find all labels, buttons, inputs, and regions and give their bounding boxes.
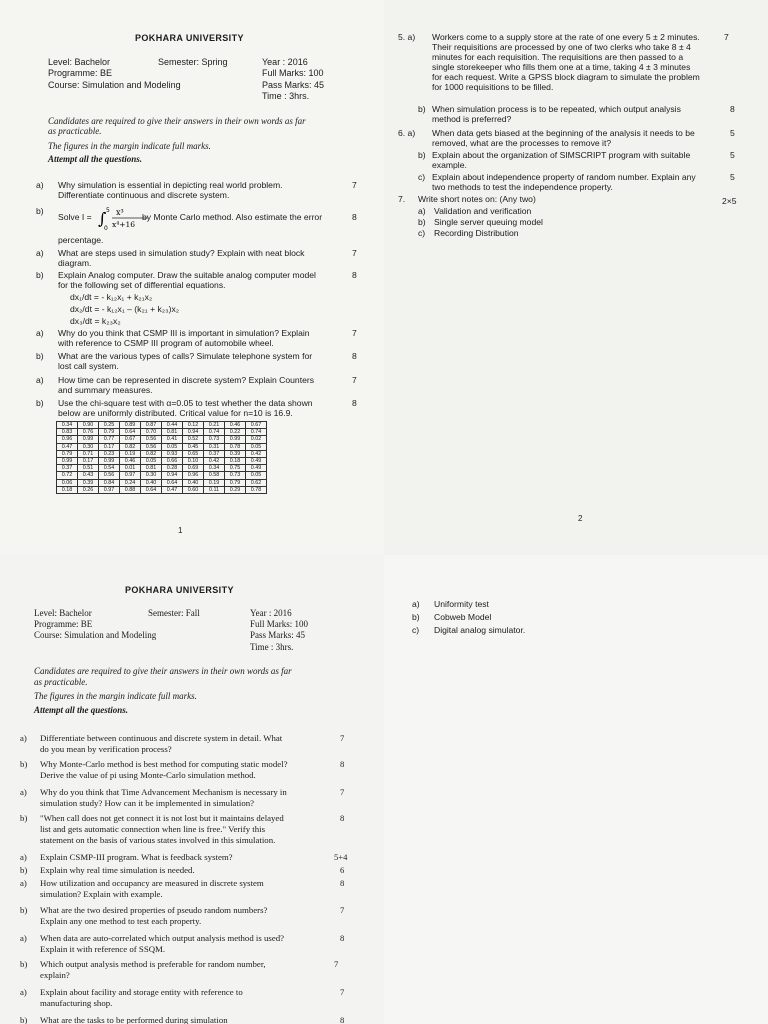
time-text: Time : 3hrs. <box>250 642 294 652</box>
programme-text: Programme: BE <box>48 68 113 78</box>
exam-page-fall-1 <box>0 555 384 1024</box>
table-cell: 0.40 <box>141 479 162 486</box>
question-text: When data are auto-correlated which output analysis method is used? <box>40 933 285 943</box>
table-row <box>57 436 267 443</box>
question-text: percentage. <box>58 235 104 245</box>
question-text: Why Monte-Carlo method is best method for computing static model? <box>40 759 288 769</box>
question-label: 6. a) <box>398 128 416 138</box>
page-number: 1 <box>178 526 183 535</box>
short-note-item <box>418 228 718 240</box>
table-cell: 0.77 <box>99 436 120 443</box>
question-label: a) <box>20 878 27 888</box>
table-cell: 0.96 <box>183 472 204 479</box>
question-label: b) <box>20 905 28 915</box>
table-cell: 0.47 <box>162 486 183 493</box>
table-cell: 0.19 <box>120 450 141 457</box>
table-cell: 0.24 <box>120 479 141 486</box>
table-cell: 0.93 <box>162 450 183 457</box>
question-item <box>398 172 728 194</box>
table-cell: 0.41 <box>162 436 183 443</box>
marks: 7 <box>340 987 345 997</box>
question-label: c) <box>418 172 426 182</box>
marks: 7 <box>340 733 345 743</box>
table-cell: 0.79 <box>225 479 246 486</box>
level-text: Level: Bachelor <box>48 57 111 67</box>
table-cell: 0.10 <box>183 457 204 464</box>
question-text: What are the two desired properties of pseudo random numbers? <box>40 905 268 915</box>
question-label: b) <box>418 217 426 227</box>
table-cell: 0.72 <box>57 472 78 479</box>
question-item <box>20 959 340 981</box>
svg-text:∫: ∫ <box>98 209 107 228</box>
question-item <box>36 248 366 270</box>
question-text: with reference to CSMP III program of automobile wheel. <box>58 338 274 348</box>
question-label: b) <box>412 612 420 622</box>
question-text: manufacturing shop. <box>40 998 113 1008</box>
question-label: a) <box>412 599 420 609</box>
table-cell: 0.60 <box>183 486 204 493</box>
table-row <box>57 486 267 493</box>
question-text: Explain about facility and storage entity with reference to <box>40 987 243 997</box>
marks: 5+4 <box>334 852 348 862</box>
random-number-table <box>56 421 267 494</box>
question-label: b) <box>20 959 28 969</box>
table-cell: 0.67 <box>246 422 267 429</box>
marks: 5 <box>730 150 735 160</box>
table-cell: 0.99 <box>225 436 246 443</box>
question-item <box>36 328 366 350</box>
question-item <box>36 351 366 373</box>
question-item <box>20 852 340 864</box>
table-cell: 0.34 <box>204 465 225 472</box>
table-cell: 0.17 <box>99 443 120 450</box>
question-text: simulation? Explain with example. <box>40 889 163 899</box>
short-note-item <box>412 599 662 611</box>
question-label: c) <box>418 228 426 238</box>
table-cell: 0.74 <box>204 429 225 436</box>
instruction-line: Candidates are required to give their answers in their own words as far <box>34 666 292 676</box>
instruction-line: Attempt all the questions. <box>34 705 129 715</box>
question-label: 5. a) <box>398 32 416 42</box>
table-cell: 0.18 <box>225 457 246 464</box>
table-cell: 0.84 <box>99 479 120 486</box>
table-cell: 0.02 <box>246 436 267 443</box>
instruction-line: The figures in the margin indicate full marks. <box>48 141 211 151</box>
table-cell: 0.70 <box>141 429 162 436</box>
table-row <box>57 479 267 486</box>
marks: 7 <box>340 905 345 915</box>
question-text: statement on the basis of various states involved in this simulation. <box>40 835 276 845</box>
table-cell: 0.49 <box>246 465 267 472</box>
question-label: b) <box>20 759 28 769</box>
question-item <box>36 375 366 397</box>
table-cell: 0.82 <box>120 443 141 450</box>
pass-marks-text: Pass Marks: 45 <box>262 80 325 90</box>
question-label: a) <box>36 375 44 385</box>
full-marks-text: Full Marks: 100 <box>262 68 324 78</box>
table-cell: 0.56 <box>141 436 162 443</box>
year-text: Year : 2016 <box>250 608 292 618</box>
marks: 8 <box>352 351 357 361</box>
question-text: Workers come to a supply store at the rate of one every 5 ± 2 minutes. <box>432 32 700 42</box>
svg-text:x⁴+16: x⁴+16 <box>112 220 136 229</box>
question-text: Which output analysis method is preferable for random number, <box>40 959 266 969</box>
table-cell: 0.88 <box>120 486 141 493</box>
marks: 7 <box>340 787 345 797</box>
table-cell: 0.83 <box>57 429 78 436</box>
page-number: 2 <box>578 514 583 523</box>
table-cell: 0.56 <box>99 472 120 479</box>
question-text: Recording Distribution <box>434 228 519 238</box>
table-cell: 0.62 <box>246 479 267 486</box>
question-item <box>20 878 340 900</box>
marks: 7 <box>352 248 357 258</box>
table-cell: 0.94 <box>183 429 204 436</box>
table-row <box>57 457 267 464</box>
marks: 7 <box>352 180 357 190</box>
table-cell: 0.37 <box>204 450 225 457</box>
question-text: for each request. Write a GPSS block diagram to simulate the problem <box>432 72 700 82</box>
table-cell: 0.81 <box>162 429 183 436</box>
marks: 8 <box>340 813 345 823</box>
differential-equation: dx₁/dt = - k₁₂x₁ + k₂₁x₂ <box>70 292 153 302</box>
question-label: a) <box>20 852 27 862</box>
marks: 5 <box>730 128 735 138</box>
question-text: for the following set of differential equations. <box>58 280 226 290</box>
question-item <box>20 759 340 781</box>
table-cell: 0.26 <box>78 486 99 493</box>
table-cell: 0.25 <box>99 422 120 429</box>
instruction-line: as practicable. <box>48 126 102 136</box>
table-cell: 0.39 <box>78 479 99 486</box>
marks: 8 <box>340 759 345 769</box>
question-text: Differentiate continuous and discrete system. <box>58 190 230 200</box>
time-text: Time : 3hrs. <box>262 91 310 101</box>
short-note-item <box>412 625 662 637</box>
table-cell: 0.87 <box>141 422 162 429</box>
table-cell: 0.46 <box>225 422 246 429</box>
question-item <box>36 270 366 292</box>
instruction-line: Attempt all the questions. <box>48 154 143 164</box>
table-row <box>57 465 267 472</box>
table-cell: 0.40 <box>183 479 204 486</box>
table-cell: 0.97 <box>99 486 120 493</box>
question-label: a) <box>20 987 27 997</box>
question-item <box>20 933 340 955</box>
table-cell: 0.64 <box>120 429 141 436</box>
table-cell: 0.05 <box>162 443 183 450</box>
marks: 8 <box>352 398 357 408</box>
question-text: How time can be represented in discrete system? Explain Counters <box>58 375 315 385</box>
table-cell: 0.45 <box>183 443 204 450</box>
marks: 8 <box>340 878 345 888</box>
question-label: b) <box>36 270 44 280</box>
marks: 7 <box>352 328 357 338</box>
table-cell: 0.19 <box>204 479 225 486</box>
table-cell: 0.64 <box>141 486 162 493</box>
question-text: method is preferred? <box>432 114 512 124</box>
question-text: and summary measures. <box>58 385 153 395</box>
question-text: Explain any one method to test each property. <box>40 916 202 926</box>
question-item <box>398 104 728 126</box>
table-cell: 0.74 <box>246 429 267 436</box>
question-item <box>20 865 340 877</box>
question-label: b) <box>418 150 426 160</box>
table-cell: 0.76 <box>78 429 99 436</box>
question-text: Derive the value of pi using Monte-Carlo simulation method. <box>40 770 256 780</box>
table-cell: 0.94 <box>162 472 183 479</box>
table-cell: 0.71 <box>78 450 99 457</box>
marks: 7 <box>352 375 357 385</box>
semester-text: Semester: Fall <box>148 608 200 618</box>
table-cell: 0.89 <box>120 422 141 429</box>
table-cell: 0.82 <box>141 450 162 457</box>
question-label: b) <box>36 351 44 361</box>
table-cell: 0.37 <box>57 465 78 472</box>
table-cell: 0.43 <box>78 472 99 479</box>
marks: 2×5 <box>722 196 737 206</box>
table-row <box>57 450 267 457</box>
question-item <box>20 733 340 755</box>
question-text: Why simulation is essential in depicting real world problem. <box>58 180 283 190</box>
university-title: POKHARA UNIVERSITY <box>135 33 244 43</box>
question-text: example. <box>432 160 467 170</box>
table-cell: 0.64 <box>162 479 183 486</box>
svg-text:x³: x³ <box>116 208 124 217</box>
table-cell: 0.22 <box>225 429 246 436</box>
table-cell: 0.49 <box>246 457 267 464</box>
table-cell: 0.06 <box>57 479 78 486</box>
svg-text:5: 5 <box>106 207 110 214</box>
question-text: Single server queuing model <box>434 217 543 227</box>
question-label: b) <box>20 865 28 875</box>
university-title: POKHARA UNIVERSITY <box>125 585 234 595</box>
table-cell: 0.17 <box>78 457 99 464</box>
table-cell: 0.99 <box>57 457 78 464</box>
question-text: list and gets automatic connection when line is free." Verify this <box>40 824 266 834</box>
table-cell: 0.30 <box>141 472 162 479</box>
table-cell: 0.99 <box>78 436 99 443</box>
question-text: How utilization and occupancy are measured in discrete system <box>40 878 264 888</box>
level-text: Level: Bachelor <box>34 608 92 618</box>
question-item <box>36 206 366 246</box>
instruction-line: The figures in the margin indicate full marks. <box>34 691 197 701</box>
question-item <box>20 905 340 927</box>
table-row <box>57 422 267 429</box>
table-cell: 0.47 <box>57 443 78 450</box>
year-text: Year : 2016 <box>262 57 308 67</box>
course-text: Course: Simulation and Modeling <box>48 80 181 90</box>
question-item <box>20 987 340 1009</box>
table-cell: 0.30 <box>78 443 99 450</box>
question-item <box>398 194 728 206</box>
table-cell: 0.23 <box>99 450 120 457</box>
question-item <box>398 150 728 172</box>
table-cell: 0.46 <box>120 457 141 464</box>
question-text: two methods to test the independence property. <box>432 182 613 192</box>
question-label: a) <box>20 733 27 743</box>
question-item <box>398 32 728 94</box>
question-label: b) <box>36 398 44 408</box>
question-text: single storekeeper who fills them one at a time, taking 4 ± 3 minutes <box>432 62 691 72</box>
table-cell: 0.79 <box>99 429 120 436</box>
question-text: Cobweb Model <box>434 612 492 622</box>
table-cell: 0.05 <box>246 472 267 479</box>
table-cell: 0.73 <box>225 472 246 479</box>
question-label: b) <box>418 104 426 114</box>
exam-page-spring-2 <box>384 0 768 555</box>
question-label: c) <box>412 625 420 635</box>
table-cell: 0.97 <box>120 472 141 479</box>
question-item <box>20 1015 340 1024</box>
table-cell: 0.99 <box>99 457 120 464</box>
question-text: Explain about independence property of random number. Explain any <box>432 172 696 182</box>
table-cell: 0.34 <box>57 422 78 429</box>
table-cell: 0.18 <box>57 486 78 493</box>
svg-text:0: 0 <box>104 225 108 232</box>
question-text: minutes for each requisition. The requisitions are then passed to a <box>432 52 684 62</box>
question-label: a) <box>20 787 27 797</box>
table-cell: 0.11 <box>204 486 225 493</box>
question-label: a) <box>20 933 27 943</box>
table-cell: 0.81 <box>141 465 162 472</box>
table-cell: 0.44 <box>162 422 183 429</box>
full-marks-text: Full Marks: 100 <box>250 619 309 629</box>
question-label: a) <box>36 180 44 190</box>
table-row <box>57 472 267 479</box>
table-cell: 0.67 <box>120 436 141 443</box>
question-label: a) <box>36 248 44 258</box>
table-cell: 0.78 <box>225 443 246 450</box>
question-text: Validation and verification <box>434 206 532 216</box>
course-text: Course: Simulation and Modeling <box>34 630 157 640</box>
question-label: b) <box>20 813 28 823</box>
question-text-integral: Solve I = <box>58 212 92 222</box>
pass-marks-text: Pass Marks: 45 <box>250 630 306 640</box>
table-row <box>57 429 267 436</box>
question-text: diagram. <box>58 258 92 268</box>
exam-page-spring-1 <box>0 0 384 555</box>
table-cell: 0.52 <box>183 436 204 443</box>
table-cell: 0.31 <box>204 443 225 450</box>
marks: 8 <box>352 270 357 280</box>
table-cell: 0.12 <box>183 422 204 429</box>
question-text: by Monte Carlo method. Also estimate the error <box>142 212 323 222</box>
question-text: Why do you think that CSMP III is important in simulation? Explain <box>58 328 310 338</box>
question-text: below are uniformly distributed. Critical value for n=10 is 16.9. <box>58 408 293 418</box>
question-item <box>398 128 728 150</box>
question-text: Explain Analog computer. Draw the suitable analog computer model <box>58 270 316 280</box>
question-label: b) <box>20 1015 28 1024</box>
table-cell: 0.66 <box>162 457 183 464</box>
question-text: simulation study? How can it be implemented in simulation? <box>40 798 255 808</box>
question-item <box>36 398 366 420</box>
semester-text: Semester: Spring <box>158 57 228 67</box>
exam-page-fall-2 <box>384 555 768 1024</box>
table-cell: 0.42 <box>246 450 267 457</box>
question-text: Their requisitions are processed by one of two clerks who take 8 ± 4 <box>432 42 691 52</box>
question-text: Digital analog simulator. <box>434 625 526 635</box>
table-cell: 0.42 <box>204 457 225 464</box>
table-cell: 0.01 <box>120 465 141 472</box>
question-label: 7. <box>398 194 406 204</box>
question-text: Explain CSMP-III program. What is feedback system? <box>40 852 233 862</box>
question-text: What are the tasks to be performed during simulation <box>40 1015 228 1024</box>
question-item <box>20 787 340 809</box>
differential-equation: dx₂/dt = - k₁₂x₁ – (k₂₁ + k₂₃)x₂ <box>70 304 180 314</box>
table-row <box>57 443 267 450</box>
table-cell: 0.65 <box>183 450 204 457</box>
table-cell: 0.90 <box>78 422 99 429</box>
question-text: Uniformity test <box>434 599 489 609</box>
instruction-line: as practicable. <box>34 677 88 687</box>
table-cell: 0.58 <box>204 472 225 479</box>
table-cell: 0.54 <box>99 465 120 472</box>
question-text: Explain about the organization of SIMSCRIPT program with suitable <box>432 150 691 160</box>
table-cell: 0.96 <box>57 436 78 443</box>
table-cell: 0.21 <box>204 422 225 429</box>
question-text: When data gets biased at the beginning of the analysis it needs to be <box>432 128 695 138</box>
differential-equation: dx₃/dt = k₂₃x₂ <box>70 316 121 326</box>
marks: 7 <box>334 959 339 969</box>
short-note-item <box>412 612 662 624</box>
table-cell: 0.79 <box>57 450 78 457</box>
question-text: Explain why real time simulation is needed. <box>40 865 195 875</box>
question-label: a) <box>418 206 426 216</box>
marks: 5 <box>730 172 735 182</box>
table-cell: 0.69 <box>183 465 204 472</box>
question-text: Differentiate between continuous and discrete system in detail. What <box>40 733 283 743</box>
question-text: "When call does not get connect it is not lost but it maintains delayed <box>40 813 284 823</box>
instruction-line: Candidates are required to give their answers in their own words as far <box>48 116 306 126</box>
question-label: b) <box>36 206 44 216</box>
marks: 8 <box>340 933 345 943</box>
question-text: for 1000 requisitions to be filled. <box>432 82 554 92</box>
question-text: lost call system. <box>58 361 119 371</box>
question-item <box>20 813 340 846</box>
question-text: explain? <box>40 970 70 980</box>
question-item <box>36 180 366 202</box>
question-text: Use the chi-square test with α=0.05 to test whether the data shown <box>58 398 313 408</box>
marks: 7 <box>724 32 729 42</box>
marks: 8 <box>340 1015 345 1024</box>
question-label: a) <box>36 328 44 338</box>
question-text: Write short notes on: (Any two) <box>418 194 536 204</box>
marks: 6 <box>340 865 345 875</box>
table-cell: 0.05 <box>246 443 267 450</box>
table-cell: 0.28 <box>162 465 183 472</box>
table-cell: 0.56 <box>141 443 162 450</box>
question-text: What are steps used in simulation study? Explain with neat block <box>58 248 305 258</box>
marks: 8 <box>352 212 357 222</box>
question-text: What are the various types of calls? Simulate telephone system for <box>58 351 313 361</box>
programme-text: Programme: BE <box>34 619 93 629</box>
table-cell: 0.75 <box>225 465 246 472</box>
table-cell: 0.51 <box>78 465 99 472</box>
table-cell: 0.05 <box>141 457 162 464</box>
question-text: do you mean by verification process? <box>40 744 172 754</box>
question-text: When simulation process is to be repeated, which output analysis <box>432 104 681 114</box>
table-cell: 0.39 <box>225 450 246 457</box>
table-cell: 0.29 <box>225 486 246 493</box>
question-text: Why do you think that Time Advancement Mechanism is necessary in <box>40 787 287 797</box>
table-cell: 0.78 <box>246 486 267 493</box>
marks: 8 <box>730 104 735 114</box>
question-text: Explain it with reference of SSQM. <box>40 944 166 954</box>
question-text: removed, what are the processes to remove it? <box>432 138 612 148</box>
table-cell: 0.73 <box>204 436 225 443</box>
